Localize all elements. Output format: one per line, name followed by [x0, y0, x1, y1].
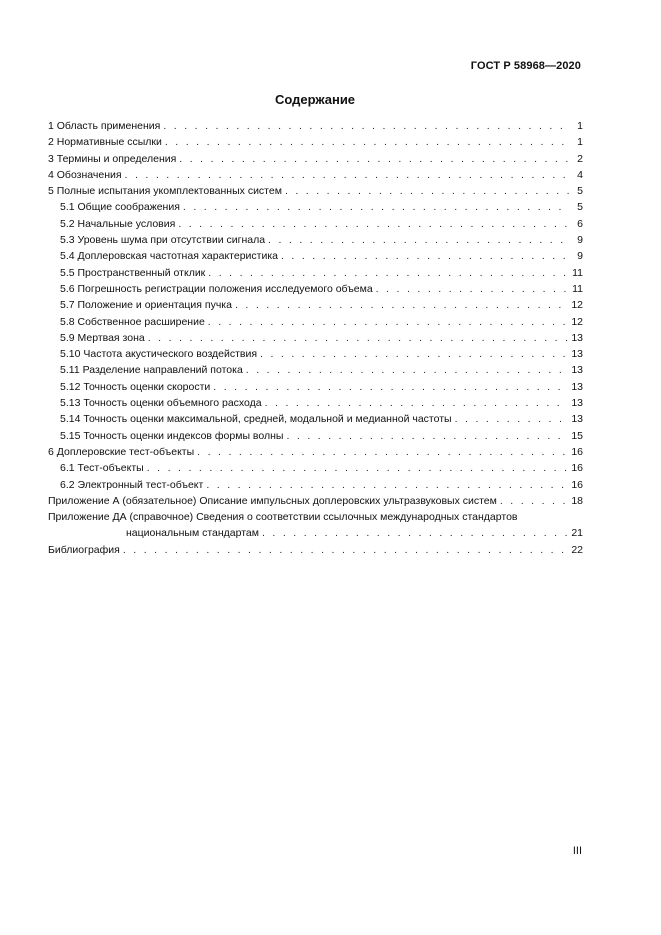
toc-entry-label-continuation: национальным стандартам: [126, 527, 259, 540]
toc-entry-page: 1: [577, 120, 583, 132]
page-number: III: [572, 845, 582, 857]
toc-entry-label: 6.2 Электронный тест-объект: [60, 478, 204, 491]
toc-entry-label: 2 Нормативные ссылки: [48, 136, 162, 149]
toc-entry-label: 4 Обозначения: [48, 168, 122, 181]
toc-entry-label: 5.11 Разделение направлений потока: [60, 364, 243, 377]
toc-entry-label: Библиография: [48, 543, 120, 556]
toc-entry-5-12[interactable]: [48, 379, 583, 395]
toc-entry-6[interactable]: [48, 444, 583, 460]
toc-entry-1[interactable]: [48, 118, 583, 134]
toc-entry-page: 9: [577, 250, 583, 263]
toc-entry-page: 11: [572, 282, 583, 295]
toc-entry-label: 6 Доплеровские тест-объекты: [48, 445, 195, 458]
table-of-contents: [48, 118, 583, 558]
toc-entry-5-3[interactable]: [48, 232, 583, 248]
toc-entry-2[interactable]: [48, 134, 583, 150]
toc-entry-continuation: [48, 525, 583, 541]
toc-entry-first-line: [48, 509, 583, 525]
toc-entry-4[interactable]: [48, 167, 583, 183]
toc-entry-6-1[interactable]: [48, 460, 583, 476]
toc-leader-dots: [206, 477, 568, 493]
toc-entry-label: 5.15 Точность оценки индексов формы волны: [60, 429, 284, 442]
toc-entry-page: 16: [571, 462, 583, 475]
toc-title: Содержание: [274, 92, 356, 107]
toc-entry-5-9[interactable]: [48, 330, 583, 346]
toc-entry-6-2[interactable]: [48, 477, 583, 493]
toc-leader-dots: [246, 362, 569, 378]
toc-leader-dots: [123, 542, 568, 558]
toc-entry-label: 5.4 Доплеровская частотная характеристика: [60, 250, 278, 263]
toc-entry-label: 5.6 Погрешность регистрации положения исследуемого объема: [60, 282, 373, 295]
toc-entry-5-11[interactable]: [48, 362, 583, 378]
toc-entry-5-10[interactable]: [48, 346, 583, 362]
toc-entry-page: 1: [577, 136, 583, 149]
toc-leader-dots: [178, 216, 570, 232]
toc-entry-page: 5: [577, 201, 583, 214]
toc-entry-label: 3 Термины и определения: [48, 152, 177, 165]
toc-entry-label: 5.12 Точность оценки скорости: [60, 380, 211, 393]
toc-entry-label: Приложение А (обязательное) Описание импульсных доплеровских ультразвуковых систем: [48, 494, 497, 507]
toc-entry-page: 16: [571, 478, 583, 491]
toc-entry-5-2[interactable]: [48, 216, 583, 232]
toc-leader-dots: [235, 297, 568, 313]
toc-leader-dots: [165, 134, 570, 150]
toc-entry-page: 13: [571, 364, 583, 377]
toc-entry-page: 11: [572, 266, 583, 279]
toc-entry-5-7[interactable]: [48, 297, 583, 313]
toc-leader-dots: [208, 265, 569, 281]
toc-entry-5-5[interactable]: [48, 265, 583, 281]
toc-leader-dots: [268, 232, 570, 248]
toc-entry-page: 12: [571, 315, 583, 328]
toc-entry-page: 13: [571, 413, 583, 426]
toc-entry-label: Приложение ДА (справочное) Сведения о соответствии ссылочных международных стандартов: [48, 511, 518, 524]
toc-entry-page: 5: [577, 185, 583, 198]
toc-entry-page: 16: [571, 445, 583, 458]
toc-entry-5[interactable]: [48, 183, 583, 199]
toc-entry-page: 13: [571, 397, 583, 410]
toc-entry-page: 6: [577, 217, 583, 230]
toc-entry-label: 5.10 Частота акустического воздействия: [60, 348, 258, 361]
toc-entry-label: 5.2 Начальные условия: [60, 217, 176, 230]
toc-entry-3[interactable]: [48, 151, 583, 167]
toc-leader-dots: [179, 151, 570, 167]
toc-entry-page: 13: [571, 348, 583, 361]
toc-leader-dots: [281, 248, 570, 264]
toc-leader-dots: [265, 395, 569, 411]
toc-entry-bibliography[interactable]: [48, 542, 583, 558]
toc-entry-page: 4: [577, 168, 583, 181]
toc-entry-page: 13: [571, 380, 583, 393]
toc-entry-page: 9: [577, 234, 583, 247]
toc-entry-label: 5.13 Точность оценки объемного расхода: [60, 397, 262, 410]
toc-leader-dots: [286, 428, 568, 444]
toc-entry-label: 5.9 Мертвая зона: [60, 331, 145, 344]
toc-entry-appendix-da[interactable]: [48, 509, 583, 542]
toc-entry-label: 5.1 Общие соображения: [60, 201, 180, 214]
toc-entry-page: 2: [577, 152, 583, 165]
toc-leader-dots: [208, 314, 569, 330]
toc-entry-label: 1 Область применения: [48, 120, 161, 132]
toc-entry-appendix-a[interactable]: [48, 493, 583, 509]
toc-leader-dots: [285, 183, 570, 199]
toc-leader-dots: [376, 281, 569, 297]
toc-entry-label: 5.3 Уровень шума при отсутствии сигнала: [60, 234, 266, 247]
toc-entry-5-1[interactable]: [48, 199, 583, 215]
document-code: ГОСТ Р 58968—2020: [470, 60, 581, 72]
toc-entry-page: 12: [571, 299, 583, 312]
toc-leader-dots: [197, 444, 568, 460]
toc-leader-dots: [213, 379, 568, 395]
toc-entry-page: 15: [571, 429, 583, 442]
toc-entry-page: 21: [571, 527, 583, 540]
toc-leader-dots: [260, 346, 568, 362]
toc-entry-5-6[interactable]: [48, 281, 583, 297]
toc-leader-dots: [183, 199, 570, 215]
toc-leader-dots: [163, 118, 570, 134]
toc-entry-5-8[interactable]: [48, 314, 583, 330]
toc-entry-page: 13: [571, 331, 583, 344]
toc-entry-5-13[interactable]: [48, 395, 583, 411]
toc-leader-dots: [500, 493, 568, 509]
toc-leader-dots: [125, 167, 570, 183]
toc-entry-label: 5.14 Точность оценки максимальной, средней, модальной и медианной частоты: [60, 413, 452, 426]
toc-entry-label: 5.7 Положение и ориентация пучка: [60, 299, 232, 312]
toc-entry-label: 5.5 Пространственный отклик: [60, 266, 206, 279]
toc-leader-dots: [147, 460, 569, 476]
toc-entry-5-4[interactable]: [48, 248, 583, 264]
toc-entry-5-14[interactable]: [48, 411, 583, 427]
toc-entry-page: 18: [571, 494, 583, 507]
toc-leader-dots: [262, 525, 568, 541]
toc-leader-dots: [455, 411, 569, 427]
toc-entry-label: 5.8 Собственное расширение: [60, 315, 205, 328]
toc-leader-dots: [148, 330, 569, 346]
toc-entry-label: 6.1 Тест-объекты: [60, 462, 144, 475]
toc-entry-label: 5 Полные испытания укомплектованных систем: [48, 185, 282, 198]
toc-entry-page: 22: [571, 543, 583, 556]
toc-entry-5-15[interactable]: [48, 428, 583, 444]
